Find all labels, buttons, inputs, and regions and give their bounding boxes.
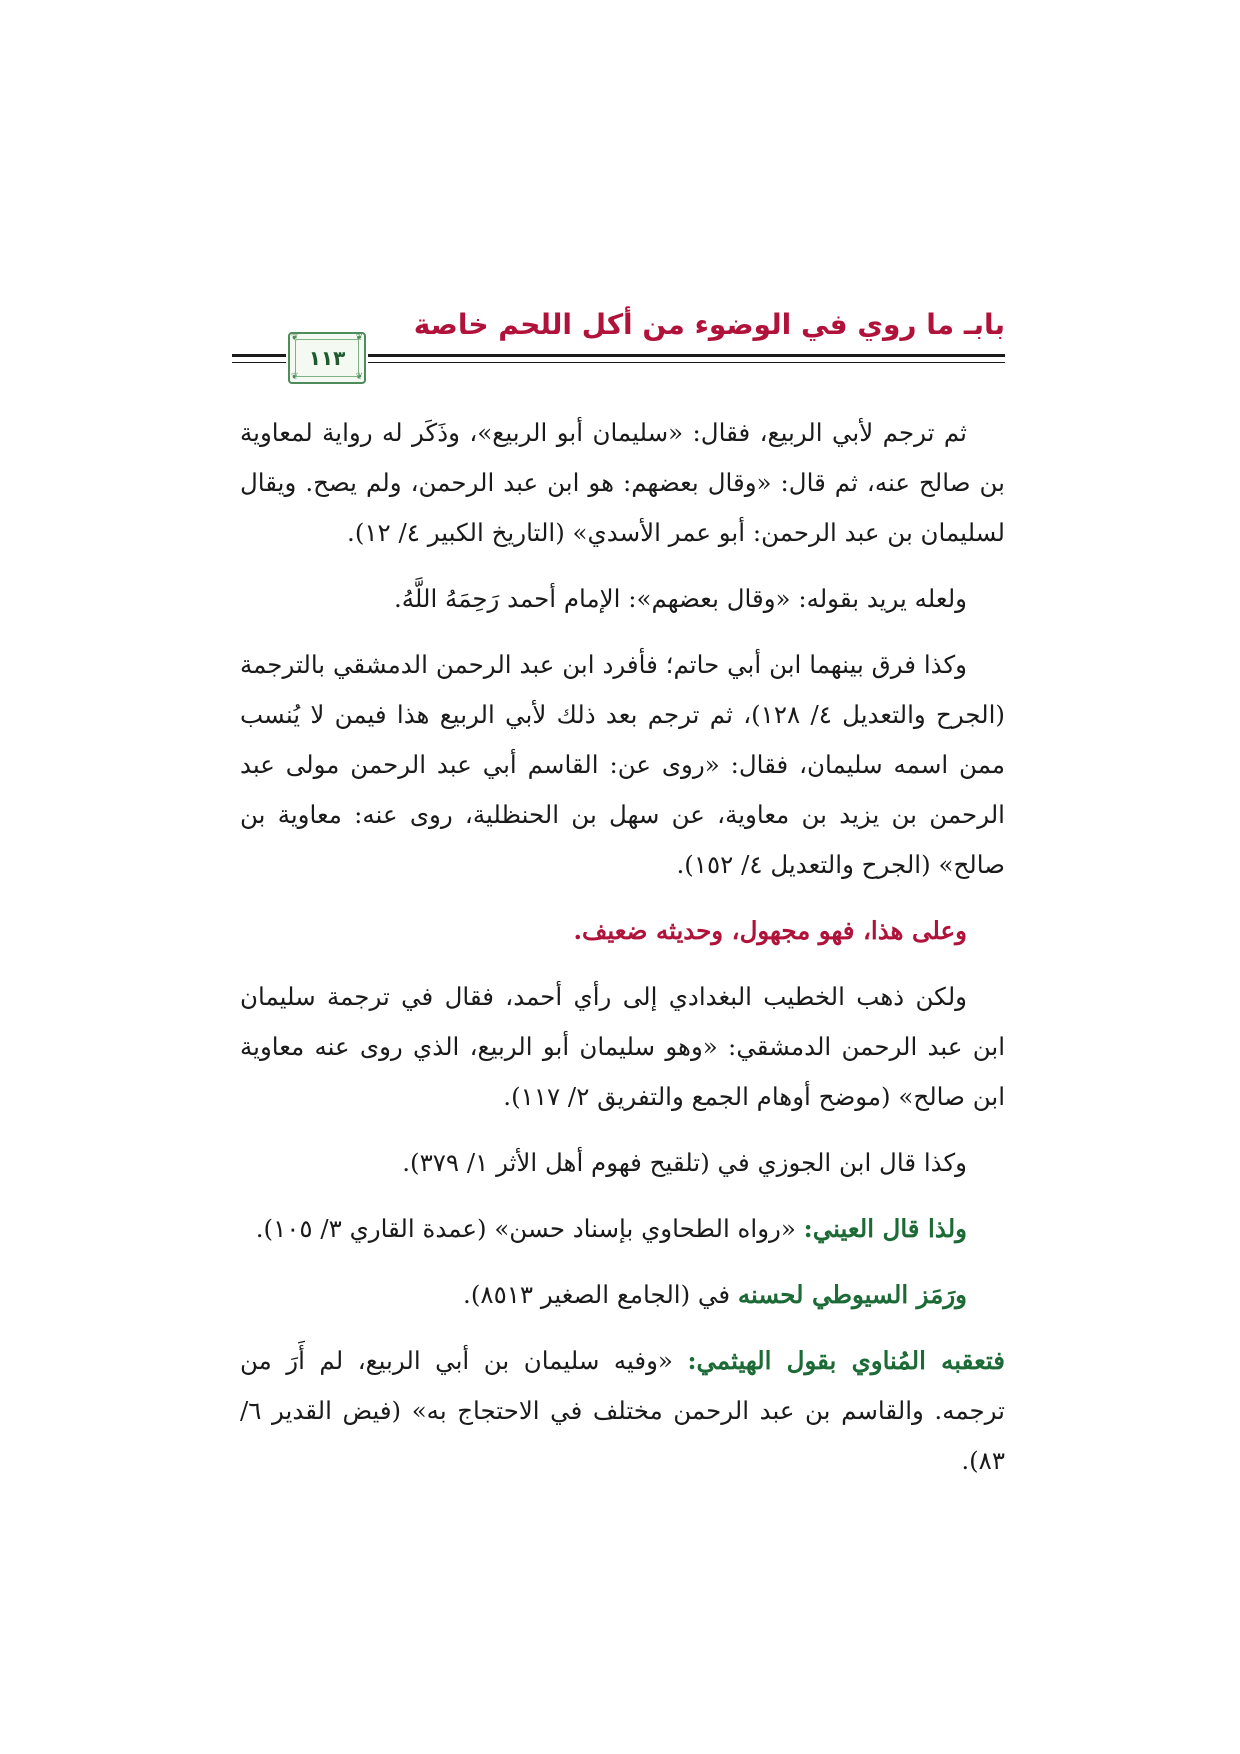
paragraph-7-lead: ولذا قال العيني: [803, 1214, 967, 1243]
paragraph-9-text: «وفيه سليمان بن أبي الربيع، لم أَرَ من ترجمه. والقاسم بن عبد الرحمن مختلف في الاحتجاج به» (فيض القدير ٦/ ٨٣). [240, 1346, 1005, 1475]
paragraph-8-lead: ورَمَز السيوطي لحسنه [737, 1280, 967, 1309]
paragraph-9-lead: فتعقبه المُناوي بقول الهيثمي: [687, 1346, 1005, 1375]
paragraph-3: وكذا فرق بينهما ابن أبي حاتم؛ فأفرد ابن عبد الرحمن الدمشقي بالترجمة (الجرح والتعديل ٤/ ١٢٨)، ثم ترجم بعد ذلك لأبي الربيع هذا فيمن لا يُنسب ممن اسمه سليمان، فقال: «روى عن: القاسم أبي عبد الرحمن مولى عبد الرحمن بن يزيد بن معاوية، عن سهل بن الحنظلية، روى عنه: معاوية بن صالح» (الجرح والتعديل ٤/ ١٥٢). [240, 650, 1005, 879]
paragraph-verdict: وعلى هذا، فهو مجهول، وحديثه ضعيف. [573, 916, 967, 945]
ornament-icon: ❦ [291, 333, 299, 343]
paragraph-9 [240, 1336, 1005, 1486]
paragraph-7-text: «رواه الطحاوي بإسناد حسن» (عمدة القاري ٣/ ١٠٥). [255, 1214, 804, 1243]
ornament-icon: ❦ [355, 333, 363, 343]
paragraph-5: ولكن ذهب الخطيب البغدادي إلى رأي أحمد، فقال في ترجمة سليمان ابن عبد الرحمن الدمشقي: «وهو سليمان أبو الربيع، الذي روى عنه معاوية ابن صالح» (موضح أوهام الجمع والتفريق ٢/ ١١٧). [240, 982, 1005, 1111]
ornament-icon: ❦ [355, 372, 363, 382]
header-rule-right [368, 354, 1005, 366]
paragraph-8-text: في (الجامع الصغير ٨٥١٣). [463, 1280, 738, 1309]
page-number: ١١٣ [295, 339, 359, 377]
paragraph-6: وكذا قال ابن الجوزي في (تلقيح فهوم أهل الأثر ١/ ٣٧٩). [402, 1148, 967, 1177]
header-rule-left [232, 354, 286, 366]
paragraph-7 [240, 1204, 1005, 1254]
paragraph-1: ثم ترجم لأبي الربيع، فقال: «سليمان أبو الربيع»، وذَكَر له رواية لمعاوية بن صالح عنه، ثم قال: «وقال بعضهم: هو ابن عبد الرحمن، ولم يصح. ويقال لسليمان بن عبد الرحمن: أبو عمر الأسدي» (التاريخ الكبير ٤/ ١٢). [240, 418, 1005, 547]
ornament-icon: ❦ [291, 372, 299, 382]
page-body [240, 408, 1005, 1502]
running-title: بابـ ما روي في الوضوء من أكل اللحم خاصة [413, 308, 1005, 341]
paragraph-8 [240, 1270, 1005, 1320]
page-number-badge [288, 332, 366, 384]
paragraph-2: ولعله يريد بقوله: «وقال بعضهم»: الإمام أحمد رَحِمَهُ اللَّهُ. [393, 584, 967, 613]
